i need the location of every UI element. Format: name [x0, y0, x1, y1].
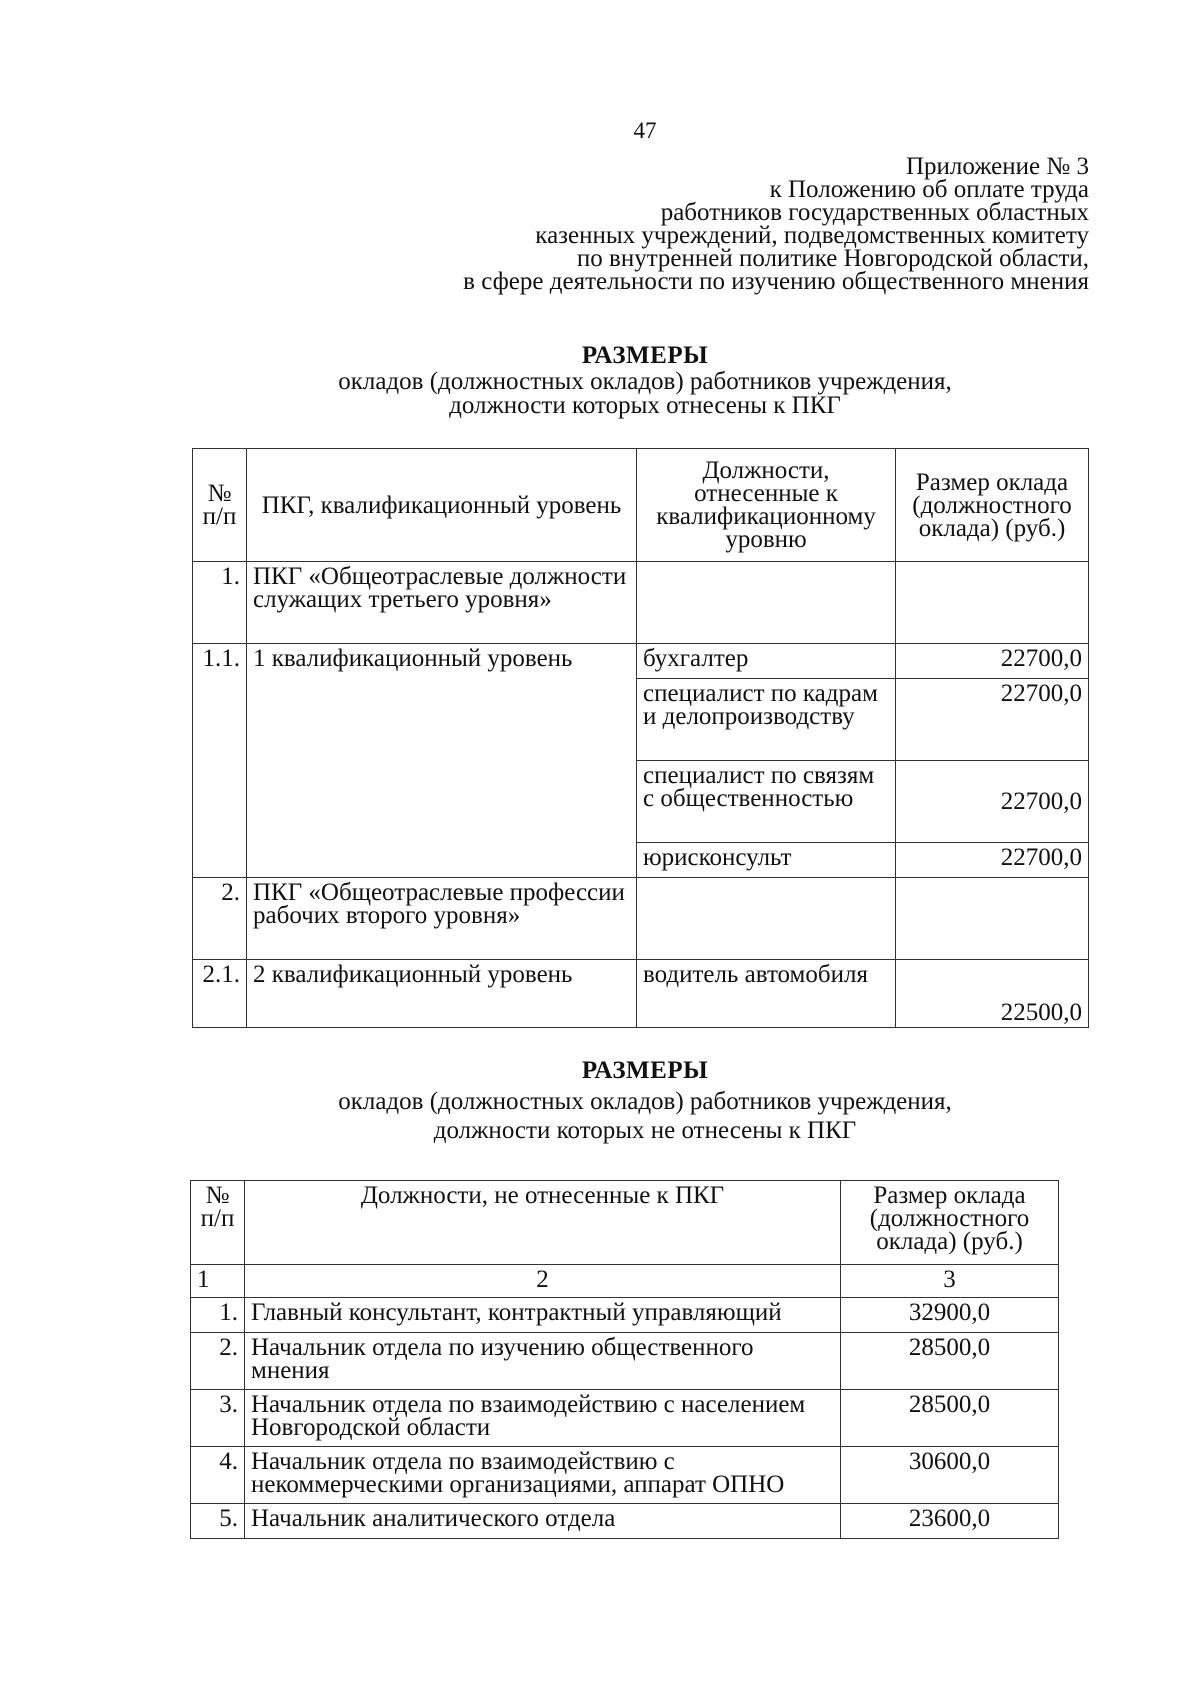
table-row — [191, 1390, 1059, 1447]
header-num: № п/п — [193, 449, 247, 562]
row-salary: 28500,0 — [841, 1390, 1059, 1447]
section2-subtitle-line2: должности которых не отнесены к ПКГ — [433, 1117, 857, 1144]
table-row — [193, 960, 1089, 1028]
header-pkg: ПКГ, квалификационный уровень — [247, 449, 637, 562]
appendix-line: казенных учреждений, подведомственных комитету — [535, 222, 1089, 249]
row-salary: 28500,0 — [841, 1333, 1059, 1390]
row-salary-empty — [896, 562, 1089, 644]
col-number: 2 — [245, 1265, 841, 1298]
section1-heading — [0, 342, 1200, 418]
row-num: 2. — [191, 1333, 245, 1390]
row-pkg: ПКГ «Общеотраслевые должности служащих третьего уровня» — [247, 562, 637, 644]
section1-subtitle-line2: должности которых отнесены к ПКГ — [449, 392, 841, 419]
row-salary: 22700,0 — [896, 761, 1089, 843]
row-position: Главный консультант, контрактный управляющий — [245, 1298, 841, 1333]
appendix-line: в сфере деятельности по изучению общественного мнения — [463, 268, 1089, 295]
appendix-block — [463, 155, 1089, 293]
header-num: № п/п — [191, 1181, 245, 1265]
row-num: 1. — [191, 1298, 245, 1333]
row-num: 2.1. — [193, 960, 247, 1028]
section2-subtitle-line1: окладов (должностных окладов) работников учреждения, — [338, 1088, 952, 1115]
appendix-line: Приложение № 3 — [905, 153, 1089, 180]
table-row — [193, 878, 1089, 960]
section2-title: РАЗМЕРЫ — [581, 1057, 709, 1084]
row-salary: 22700,0 — [896, 843, 1089, 878]
non-pkg-salary-table — [190, 1180, 1059, 1539]
row-salary: 22700,0 — [896, 644, 1089, 679]
header-positions: Должности, отнесенные к квалификационному уровню — [637, 449, 896, 562]
row-salary: 23600,0 — [841, 1504, 1059, 1539]
column-number-row — [191, 1265, 1059, 1298]
row-num: 4. — [191, 1447, 245, 1504]
pkg-salary-table — [192, 448, 1089, 1028]
row-salary: 22700,0 — [896, 679, 1089, 761]
row-position: Начальник аналитического отдела — [245, 1504, 841, 1539]
row-pkg: 1 квалификационный уровень — [247, 644, 637, 878]
row-position: водитель автомобиля — [637, 960, 896, 1028]
row-position: Начальник отдела по изучению общественного мнения — [245, 1333, 841, 1390]
row-salary: 32900,0 — [841, 1298, 1059, 1333]
row-salary: 30600,0 — [841, 1447, 1059, 1504]
row-num: 1. — [193, 562, 247, 644]
appendix-line: к Положению об оплате труда — [769, 176, 1089, 203]
appendix-line: работников государственных областных — [660, 199, 1089, 226]
row-position: Начальник отдела по взаимодействию с некоммерческими организациями, аппарат ОПНО — [245, 1447, 841, 1504]
row-position: специалист по кадрам и делопроизводству — [637, 679, 896, 761]
col-number: 1 — [191, 1265, 245, 1298]
row-position: специалист по связям с общественностью — [637, 761, 896, 843]
row-position-empty — [637, 562, 896, 644]
page-number: 47 — [633, 118, 657, 143]
row-position: бухгалтер — [637, 644, 896, 679]
table-row — [193, 562, 1089, 644]
col-number: 3 — [841, 1265, 1059, 1298]
header-position: Должности, не отнесенные к ПКГ — [245, 1181, 841, 1265]
table-header-row — [191, 1181, 1059, 1265]
section1-subtitle-line1: окладов (должностных окладов) работников учреждения, — [338, 368, 952, 395]
header-salary: Размер оклада (должностного оклада) (руб.) — [896, 449, 1089, 562]
table-row — [193, 644, 1089, 679]
row-salary: 22500,0 — [896, 960, 1089, 1028]
header-salary: Размер оклада (должностного оклада) (руб.) — [841, 1181, 1059, 1265]
row-num: 3. — [191, 1390, 245, 1447]
section2-heading — [0, 1057, 1200, 1143]
row-pkg: ПКГ «Общеотраслевые профессии рабочих второго уровня» — [247, 878, 637, 960]
row-num: 5. — [191, 1504, 245, 1539]
row-position-empty — [637, 878, 896, 960]
section1-title: РАЗМЕРЫ — [581, 342, 709, 369]
table-row — [191, 1333, 1059, 1390]
row-salary-empty — [896, 878, 1089, 960]
table-header-row — [193, 449, 1089, 562]
row-pkg: 2 квалификационный уровень — [247, 960, 637, 1028]
table-row — [191, 1298, 1059, 1333]
appendix-line: по внутренней политике Новгородской области, — [576, 245, 1089, 272]
table-row — [191, 1504, 1059, 1539]
row-position: Начальник отдела по взаимодействию с населением Новгородской области — [245, 1390, 841, 1447]
table-row — [191, 1447, 1059, 1504]
row-position: юрисконсульт — [637, 843, 896, 878]
row-num: 2. — [193, 878, 247, 960]
row-num: 1.1. — [193, 644, 247, 878]
